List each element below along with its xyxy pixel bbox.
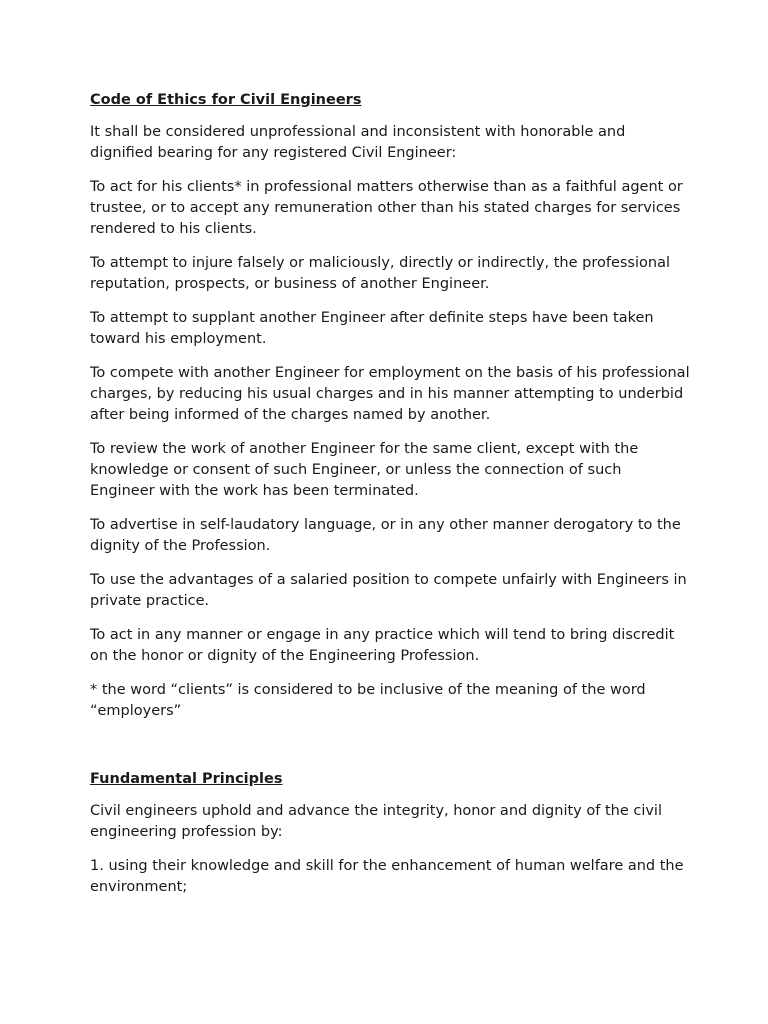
ethics-item-2: To attempt to injure falsely or maliciously, directly or indirectly, the professional reputation, prospects, or business of another Engineer. <box>90 255 670 292</box>
section-spacer <box>90 735 690 769</box>
principle-item-1: 1. using their knowledge and skill for the enhancement of human welfare and the environment; <box>90 858 684 895</box>
ethics-item-1: To act for his clients* in professional matters otherwise than as a faithful agent or trustee, or to accept any remuneration other than his stated charges for services rendered to his clients. <box>90 179 683 237</box>
document-page <box>90 90 690 911</box>
ethics-item-8: To act in any manner or engage in any practice which will tend to bring discredit on the honor or dignity of the Engineering Profession. <box>90 627 675 664</box>
fundamental-principles-heading: Fundamental Principles <box>90 771 283 787</box>
ethics-item-4: To compete with another Engineer for employment on the basis of his professional charges, by reducing his usual charges and in his manner attempting to underbid after being informed of the charges named by another. <box>90 365 690 423</box>
ethics-item-7: To use the advantages of a salaried position to compete unfairly with Engineers in private practice. <box>90 572 687 609</box>
ethics-item-3: To attempt to supplant another Engineer after definite steps have been taken toward his employment. <box>90 310 654 347</box>
ethics-item-6: To advertise in self-laudatory language, or in any other manner derogatory to the dignity of the Profession. <box>90 517 681 554</box>
clients-footnote: * the word “clients” is considered to be inclusive of the meaning of the word “employers” <box>90 682 646 719</box>
code-of-ethics-heading: Code of Ethics for Civil Engineers <box>90 92 362 108</box>
code-of-ethics-intro: It shall be considered unprofessional and inconsistent with honorable and dignified bearing for any registered Civil Engineer: <box>90 124 626 161</box>
fundamental-principles-intro: Civil engineers uphold and advance the integrity, honor and dignity of the civil engineering profession by: <box>90 803 662 840</box>
ethics-item-5: To review the work of another Engineer for the same client, except with the knowledge or consent of such Engineer, or unless the connection of such Engineer with the work has been terminated. <box>90 441 639 499</box>
